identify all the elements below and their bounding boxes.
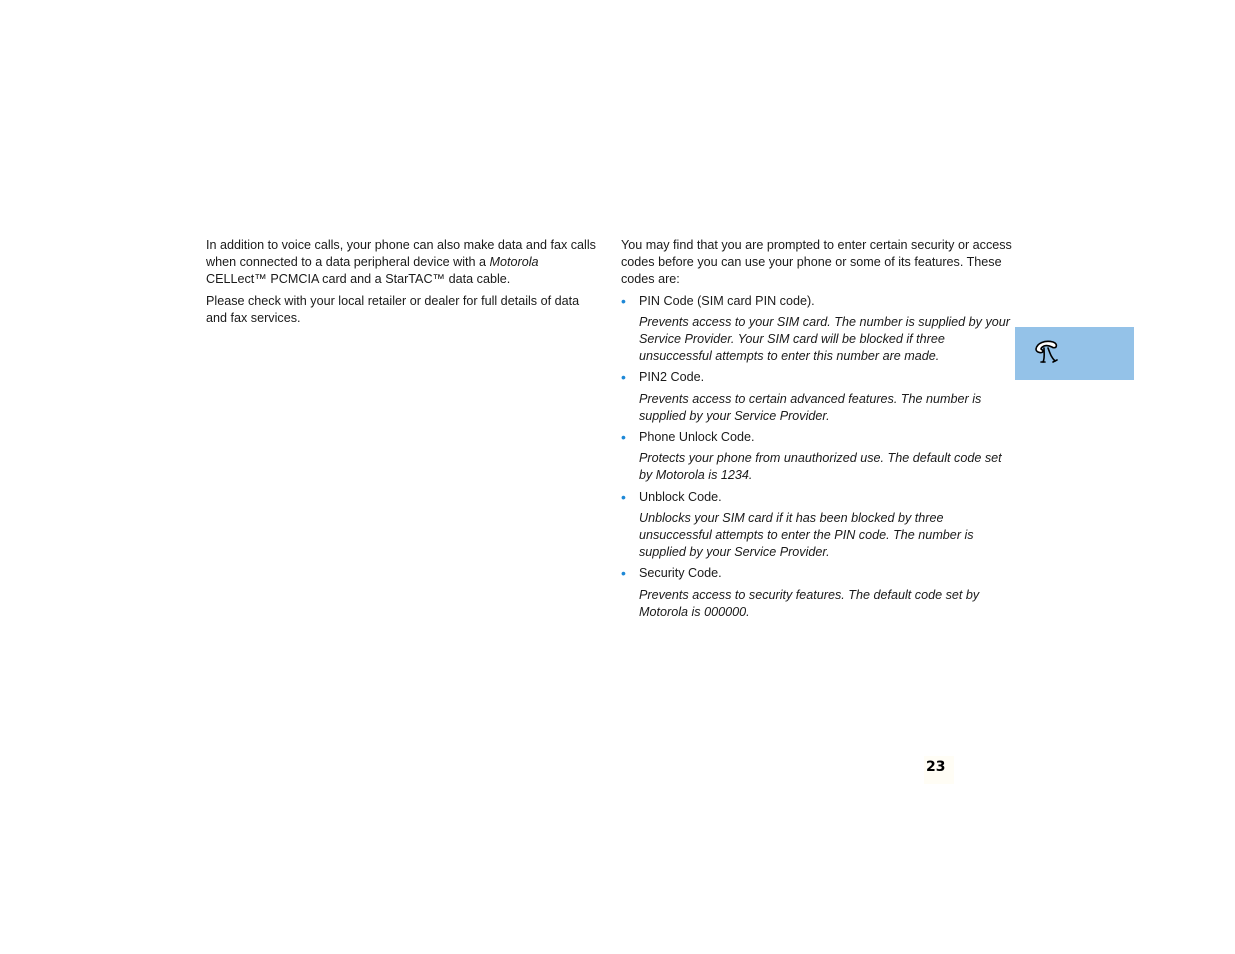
chapter-tab [1015, 327, 1134, 380]
bullet-icon: • [621, 488, 626, 505]
list-item-pin-code [621, 293, 1013, 366]
page-number: 23 [924, 756, 954, 784]
security-codes-list [621, 293, 1013, 621]
brand-name: Motorola [489, 255, 539, 270]
data-fax-intro-paragraph [206, 237, 598, 289]
intro-text-part2: CELLect™ PCMCIA card and a StarTAC™ data cable. [206, 272, 511, 287]
list-item-phone-unlock-code [621, 429, 1013, 485]
code-name: Phone Unlock Code. [639, 430, 755, 445]
bullet-icon: • [621, 565, 626, 582]
phone-handset-icon [1031, 339, 1061, 367]
list-item-unblock-code [621, 489, 1013, 562]
bullet-icon: • [621, 429, 626, 446]
code-description: Prevents access to your SIM card. The number is supplied by your Service Provider. Your SIM card will be blocked if three unsuccessful attempts to enter this number are made. [639, 314, 1010, 364]
code-description: Unblocks your SIM card if it has been blocked by three unsuccessful attempts to enter the PIN code. The number is supplied by your Service Provider. [639, 510, 974, 560]
code-description: Prevents access to certain advanced features. The number is supplied by your Service Provider. [639, 391, 982, 423]
code-name: PIN2 Code. [639, 370, 705, 385]
code-description: Protects your phone from unauthorized use. The default code set by Motorola is 1234. [639, 451, 1002, 483]
code-description: Prevents access to security features. The default code set by Motorola is 000000. [639, 587, 980, 619]
bullet-icon: • [621, 292, 626, 309]
code-name: PIN Code (SIM card PIN code). [639, 293, 815, 308]
code-name: Security Code. [639, 566, 722, 581]
list-item-pin2-code [621, 369, 1013, 425]
right-column [621, 237, 1013, 625]
security-codes-intro: You may find that you are prompted to enter certain security or access codes before you can use your phone or some of its features. These codes are: [621, 238, 1012, 287]
retailer-paragraph: Please check with your local retailer or dealer for full details of data and fax services. [206, 293, 580, 325]
left-column [206, 237, 598, 331]
list-item-security-code [621, 565, 1013, 621]
intro-text-part1: In addition to voice calls, your phone can also make data and fax calls when connected to a data peripheral device with a [206, 238, 596, 270]
code-name: Unblock Code. [639, 489, 722, 504]
bullet-icon: • [621, 369, 626, 386]
